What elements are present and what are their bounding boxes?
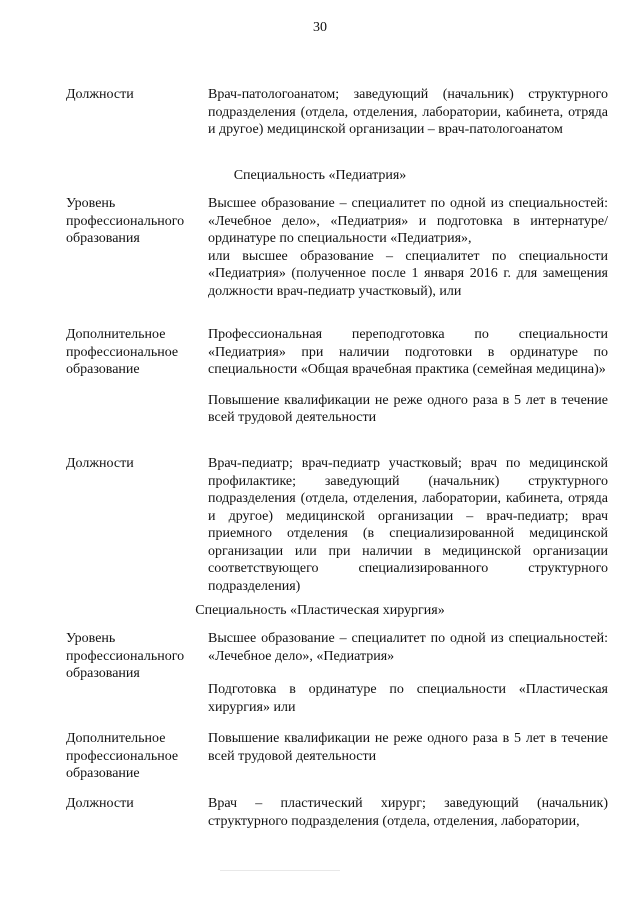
plastic-surgery-title: Специальность «Пластическая хирургия» — [195, 603, 445, 618]
plastic-additional-label: Дополнительное профессиональное образование — [66, 731, 179, 781]
plastic-education-text: Высшее образование – специалитет по одной из специальностей: «Лечебное дело», «Педиатрия» Подготовка в ординатуре по специальности «Пластическая хирургия» или — [208, 631, 608, 715]
pediatrics-positions-label: Должности — [66, 456, 134, 471]
plastic-positions-row — [66, 795, 608, 830]
pediatrics-title: Специальность «Педиатрия» — [233, 168, 407, 183]
scan-mark — [220, 870, 340, 871]
plastic-education-label: Уровень профессионального образования — [66, 631, 185, 681]
plastic-positions-text: Врач – пластический хирург; заведующий (начальник) структурного подразделения (отдела, отделения, лаборатории, — [208, 796, 608, 829]
page-number: 30 — [313, 20, 327, 35]
pediatrics-education-label: Уровень профессионального образования — [66, 196, 185, 246]
pediatrics-additional-label: Дополнительное профессиональное образование — [66, 327, 179, 377]
pediatrics-education-row — [66, 195, 608, 300]
intro-positions-row — [66, 86, 608, 139]
pediatrics-additional-row — [66, 326, 608, 427]
pediatrics-additional-text: Профессиональная переподготовка по специальности «Педиатрия» при наличии подготовки в ординатуре по специальности «Общая врачебная практика (семейная медицина)» Повышение квалификации не реже одного раза в 5 лет в течение всей трудовой деятельности — [208, 327, 608, 425]
plastic-additional-text: Повышение квалификации не реже одного раза в 5 лет в течение всей трудовой деятельности — [208, 731, 608, 764]
pediatrics-education-text: Высшее образование – специалитет по одной из специальностей: «Лечебное дело», «Педиатрия» и подготовка в интернатуре/ординатуре по специальности «Педиатрия», или высшее образование – специалитет по специальности «Педиатрия» (полученное после 1 января 2016 г. для замещения должности врач-педиатр участковый), или — [208, 196, 608, 299]
pediatrics-positions-text: Врач-педиатр; врач-педиатр участковый; врач по медицинской профилактике; заведующий (начальник) структурного подразделения (отдела, отделения, лаборатории, кабинета, отряда и другое) медицинской организации – врач-педиатр; врач приемного отделения (в специализированной медицинской организации или при наличии в медицинской организации соответствующего специализированного структурного подразделения) — [208, 456, 608, 594]
intro-positions-label: Должности — [66, 87, 134, 102]
pediatrics-positions-row — [66, 455, 608, 595]
intro-positions-text: Врач-патологоанатом; заведующий (начальник) структурного подразделения (отдела, отделения, лаборатории, кабинета, отряда и другое) медицинской организации – врач-патологоанатом — [208, 87, 608, 137]
plastic-additional-row — [66, 730, 608, 781]
plastic-positions-label: Должности — [66, 796, 134, 811]
plastic-education-row — [66, 630, 608, 716]
